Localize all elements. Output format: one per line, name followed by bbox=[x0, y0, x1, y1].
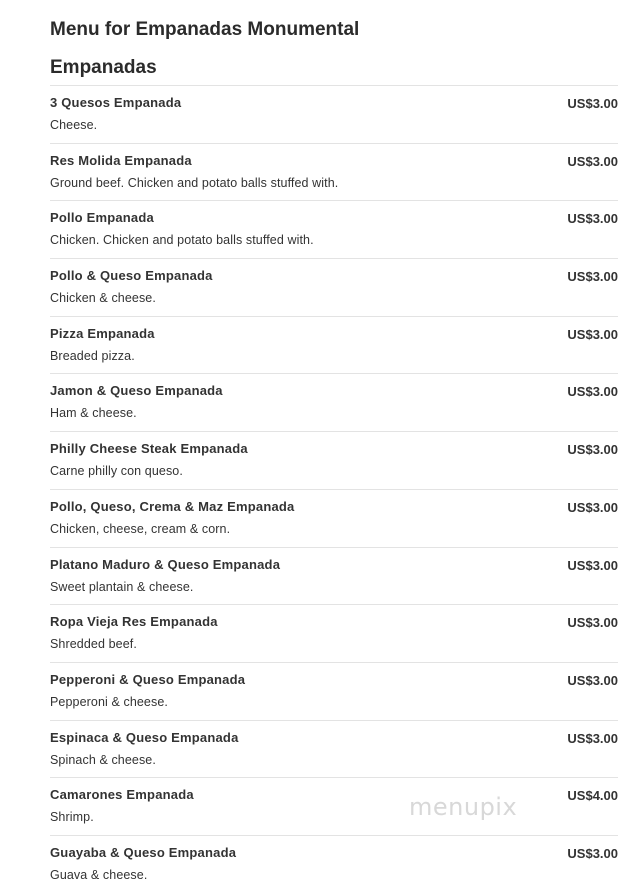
item-description: Guava & cheese. bbox=[50, 867, 148, 882]
item-price: US$3.00 bbox=[567, 153, 618, 169]
menu-item bbox=[50, 431, 618, 489]
menu-item bbox=[50, 835, 618, 893]
menu-item bbox=[50, 662, 618, 720]
item-price: US$3.00 bbox=[567, 384, 618, 400]
item-description: Sweet plantain & cheese. bbox=[50, 579, 194, 594]
menu-item bbox=[50, 258, 618, 316]
item-name: 3 Quesos Empanada bbox=[50, 95, 182, 110]
menu-item bbox=[50, 489, 618, 547]
item-description: Ham & cheese. bbox=[50, 406, 137, 421]
item-description: Ground beef. Chicken and potato balls stuffed with. bbox=[50, 175, 339, 190]
item-price: US$3.00 bbox=[567, 96, 618, 111]
item-description: Pepperoni & cheese. bbox=[50, 694, 168, 709]
item-name: Camarones Empanada bbox=[50, 787, 194, 803]
item-price: US$3.00 bbox=[567, 557, 618, 573]
item-name: Jamon & Queso Empanada bbox=[50, 383, 223, 399]
item-description: Shredded beef. bbox=[50, 637, 137, 652]
item-price: US$3.00 bbox=[567, 499, 618, 515]
menu-item bbox=[50, 720, 618, 778]
item-price: US$3.00 bbox=[567, 730, 618, 746]
menu-item bbox=[50, 316, 618, 374]
menu-item bbox=[50, 85, 618, 143]
item-name: Pollo, Queso, Crema & Maz Empanada bbox=[50, 498, 295, 514]
menu-item bbox=[50, 547, 618, 605]
menu-item bbox=[50, 373, 618, 431]
item-price: US$4.00 bbox=[567, 788, 618, 804]
item-price: US$3.00 bbox=[567, 845, 618, 861]
item-name: Platano Maduro & Queso Empanada bbox=[50, 556, 281, 572]
item-description: Chicken & cheese. bbox=[50, 291, 156, 306]
page-title: Menu for Empanadas Monumental bbox=[50, 19, 360, 40]
item-description: Chicken. Chicken and potato balls stuffed with. bbox=[50, 233, 314, 248]
item-price: US$3.00 bbox=[567, 615, 618, 631]
item-name: Res Molida Empanada bbox=[50, 152, 192, 168]
menu-item bbox=[50, 200, 618, 258]
item-price: US$3.00 bbox=[567, 672, 618, 688]
item-name: Philly Cheese Steak Empanada bbox=[50, 441, 248, 457]
item-description: Spinach & cheese. bbox=[50, 752, 156, 767]
menu-item bbox=[50, 777, 618, 835]
item-description: Chicken, cheese, cream & corn. bbox=[50, 521, 231, 536]
item-description: Cheese. bbox=[50, 118, 98, 132]
item-name: Pizza Empanada bbox=[50, 325, 155, 341]
menu-item bbox=[50, 604, 618, 662]
item-description: Shrimp. bbox=[50, 810, 94, 825]
watermark-logo: menupix bbox=[409, 793, 518, 821]
item-name: Espinaca & Queso Empanada bbox=[50, 729, 239, 745]
menu-item bbox=[50, 143, 618, 201]
item-description: Breaded pizza. bbox=[50, 348, 135, 363]
item-price: US$3.00 bbox=[567, 269, 618, 285]
menu-item-list bbox=[50, 85, 618, 893]
item-price: US$3.00 bbox=[567, 326, 618, 342]
item-price: US$3.00 bbox=[567, 211, 618, 227]
item-description: Carne philly con queso. bbox=[50, 464, 183, 479]
section-heading: Empanadas bbox=[50, 57, 157, 78]
item-name: Pepperoni & Queso Empanada bbox=[50, 671, 246, 687]
item-name: Ropa Vieja Res Empanada bbox=[50, 614, 218, 630]
item-name: Pollo Empanada bbox=[50, 210, 154, 226]
item-price: US$3.00 bbox=[567, 442, 618, 458]
item-name: Pollo & Queso Empanada bbox=[50, 268, 213, 284]
item-name: Guayaba & Queso Empanada bbox=[50, 844, 237, 860]
